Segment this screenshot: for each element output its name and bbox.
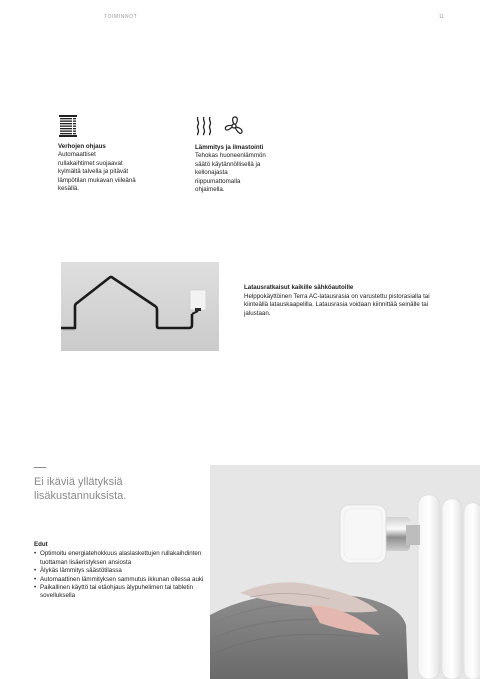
feature-climate-body: Tehokas huoneenlämmön säätö käytännöllisellä ja kellonajasta riippumattomalla ohjaimella. — [195, 152, 266, 194]
feature-blinds-title: Verhojen ohjaus — [58, 143, 106, 150]
page-number: 11 — [438, 14, 444, 20]
feature-blinds-body: Automaattiset rullakaihtimet suojaavat kylmältä talvella ja pitävät lämpötilan mukavan viileänä kesällä. — [58, 151, 136, 193]
feature-climate — [195, 117, 305, 194]
window-blinds-icon — [58, 115, 78, 140]
heat-waves-icon — [195, 116, 213, 139]
section-label: TOIMINNOT — [104, 14, 138, 20]
benefits-list — [34, 541, 209, 601]
feature-climate-title: Lämmitys ja ilmastointi — [195, 144, 264, 151]
fan-icon — [223, 116, 245, 139]
ev-charging-title: Latausratkaisut kaikille sähköautoille — [244, 284, 354, 291]
radiator-photo — [210, 465, 480, 679]
ev-charger-photo — [61, 262, 219, 351]
benefit-item: • Optimoitu energiatehokkuus alaslaskettujen rullakaihdinten tuottaman lisäeristyksen ansiosta — [34, 550, 209, 567]
benefit-item: • Älykäs lämmitys säästötilassa — [34, 567, 209, 575]
benefit-item: • Paikallinen käyttö tai etäohjaus älypuhelimen tai tabletin sovelluksella — [34, 584, 209, 601]
benefit-item: • Automaattinen lämmityksen sammutus ikkunan ollessa auki — [34, 576, 209, 584]
promo-headline: Ei ikäviä yllätyksiä lisäkustannuksista. — [34, 476, 127, 502]
ev-charging-text — [244, 284, 434, 318]
benefits-title: Edut — [34, 541, 48, 548]
ev-charging-body: Helppokäyttöinen Terra AC-latausrasia on varustettu pistorasialla tai kiinteällä latauskaapelilla. Latausrasia voidaan kiinnittää seinälle tai jalustaan. — [244, 292, 430, 317]
headline-divider — [34, 467, 46, 468]
feature-blinds — [58, 117, 173, 193]
